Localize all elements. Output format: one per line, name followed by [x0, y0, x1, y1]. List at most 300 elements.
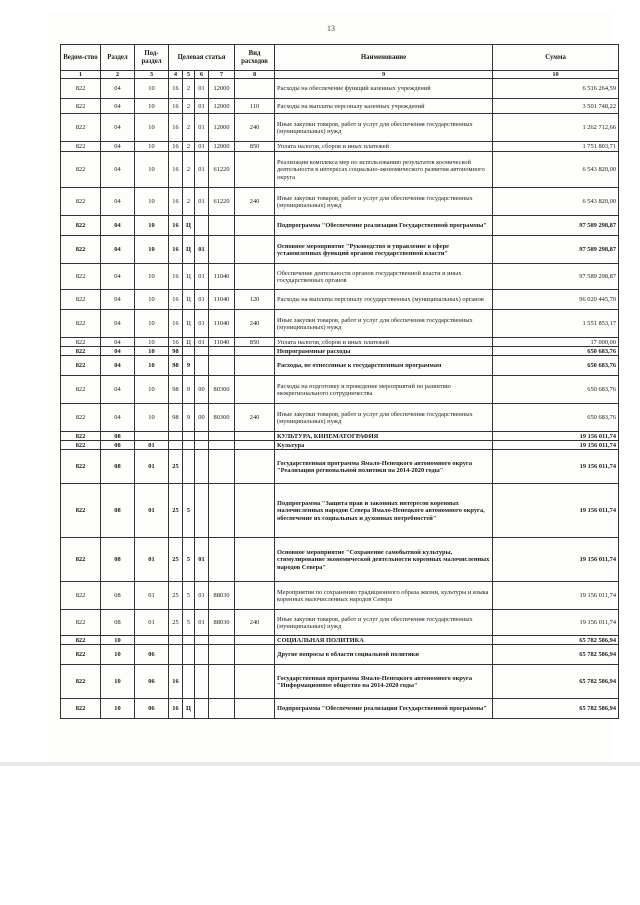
subprogram-cell: 5 — [183, 582, 195, 610]
table-row — [61, 356, 619, 376]
vid-cell — [235, 152, 275, 188]
name-cell: Непрограммные расходы — [275, 347, 493, 356]
podrazdel-cell: 01 — [135, 450, 169, 484]
vid-cell — [235, 582, 275, 610]
event-cell — [195, 216, 209, 236]
name-cell: Подпрограмма "Обеспечение реализации Государственной программы" — [275, 699, 493, 719]
vedomstvo-cell: 822 — [61, 636, 101, 645]
direction-cell — [209, 356, 235, 376]
vid-cell: 850 — [235, 142, 275, 152]
podrazdel-cell: 10 — [135, 99, 169, 114]
table-row — [61, 699, 619, 719]
podrazdel-cell: 10 — [135, 142, 169, 152]
direction-cell — [209, 636, 235, 645]
sum-cell: 19 156 011,74 — [493, 484, 619, 538]
sum-cell: 19 156 011,74 — [493, 538, 619, 582]
direction-cell: 80300 — [209, 376, 235, 404]
podrazdel-cell: 10 — [135, 152, 169, 188]
vid-cell: 240 — [235, 188, 275, 216]
table-row — [61, 188, 619, 216]
subprogram-cell: Ц — [183, 264, 195, 290]
vedomstvo-cell: 822 — [61, 236, 101, 264]
program-cell: 16 — [169, 188, 183, 216]
event-cell — [195, 441, 209, 450]
direction-cell — [209, 665, 235, 699]
index-cell: 7 — [209, 71, 235, 79]
direction-cell — [209, 432, 235, 441]
direction-cell: 88030 — [209, 582, 235, 610]
table-row — [61, 538, 619, 582]
subprogram-cell: Ц — [183, 699, 195, 719]
subprogram-cell: 9 — [183, 376, 195, 404]
razdel-cell: 04 — [101, 236, 135, 264]
index-cell: 1 — [61, 71, 101, 79]
subprogram-cell — [183, 645, 195, 665]
table-row — [61, 216, 619, 236]
sum-cell: 6 543 820,00 — [493, 188, 619, 216]
vedomstvo-cell: 822 — [61, 142, 101, 152]
podrazdel-cell: 10 — [135, 356, 169, 376]
podrazdel-cell: 10 — [135, 236, 169, 264]
podrazdel-cell — [135, 432, 169, 441]
program-cell: 16 — [169, 216, 183, 236]
name-cell: Подпрограмма "Обеспечение реализации Государственной программы" — [275, 216, 493, 236]
direction-cell: 61220 — [209, 188, 235, 216]
program-cell: 16 — [169, 152, 183, 188]
sum-cell: 97 589 298,87 — [493, 264, 619, 290]
razdel-cell: 04 — [101, 347, 135, 356]
vid-cell — [235, 236, 275, 264]
vid-cell — [235, 79, 275, 99]
name-cell: Государственная программа Ямало-Ненецкого автономного округа "Информационное общество на 2014-2020 годы" — [275, 665, 493, 699]
direction-cell: 12000 — [209, 79, 235, 99]
razdel-cell: 04 — [101, 376, 135, 404]
program-cell — [169, 645, 183, 665]
vid-cell — [235, 665, 275, 699]
table-row — [61, 636, 619, 645]
program-cell: 98 — [169, 356, 183, 376]
event-cell: 01 — [195, 79, 209, 99]
table-row — [61, 142, 619, 152]
direction-cell: 12000 — [209, 99, 235, 114]
name-cell: Иные закупки товаров, работ и услуг для обеспечения государственных (муниципальных) нужд — [275, 404, 493, 432]
program-cell — [169, 432, 183, 441]
subprogram-cell: Ц — [183, 236, 195, 264]
subprogram-cell: 5 — [183, 538, 195, 582]
vid-cell — [235, 645, 275, 665]
subprogram-cell: 2 — [183, 152, 195, 188]
header-razdel: Раздел — [101, 45, 135, 71]
direction-cell — [209, 645, 235, 665]
subprogram-cell: Ц — [183, 290, 195, 310]
direction-cell: 12000 — [209, 114, 235, 142]
sum-cell: 1 751 803,71 — [493, 142, 619, 152]
program-cell: 16 — [169, 665, 183, 699]
event-cell: 01 — [195, 152, 209, 188]
table-row — [61, 264, 619, 290]
vedomstvo-cell: 822 — [61, 665, 101, 699]
sum-cell: 19 156 011,74 — [493, 582, 619, 610]
name-cell: Уплата налогов, сборов и иных платежей — [275, 142, 493, 152]
vid-cell — [235, 699, 275, 719]
sum-cell: 6 516 264,59 — [493, 79, 619, 99]
program-cell: 16 — [169, 338, 183, 347]
program-cell — [169, 441, 183, 450]
sum-cell: 96 020 445,70 — [493, 290, 619, 310]
name-cell: Обеспечение деятельности органов государственной власти и иных государственных органов — [275, 264, 493, 290]
sum-cell: 19 156 011,74 — [493, 610, 619, 636]
vid-cell: 120 — [235, 290, 275, 310]
page-number: 13 — [327, 24, 335, 33]
index-cell: 8 — [235, 71, 275, 79]
vid-cell — [235, 484, 275, 538]
event-cell — [195, 636, 209, 645]
event-cell — [195, 450, 209, 484]
subprogram-cell: Ц — [183, 310, 195, 338]
table-row — [61, 665, 619, 699]
index-cell: 5 — [183, 71, 195, 79]
vid-cell — [235, 264, 275, 290]
table-row — [61, 432, 619, 441]
program-cell: 16 — [169, 142, 183, 152]
program-cell — [169, 636, 183, 645]
direction-cell: 61220 — [209, 152, 235, 188]
program-cell: 16 — [169, 236, 183, 264]
event-cell: 01 — [195, 538, 209, 582]
podrazdel-cell: 01 — [135, 610, 169, 636]
podrazdel-cell: 06 — [135, 645, 169, 665]
document-sheet — [48, 10, 617, 762]
name-cell: Иные закупки товаров, работ и услуг для обеспечения государственных (муниципальных) нужд — [275, 188, 493, 216]
program-cell: 25 — [169, 538, 183, 582]
razdel-cell: 10 — [101, 636, 135, 645]
sum-cell: 17 000,00 — [493, 338, 619, 347]
razdel-cell: 08 — [101, 432, 135, 441]
vedomstvo-cell: 822 — [61, 152, 101, 188]
vedomstvo-cell: 822 — [61, 699, 101, 719]
program-cell: 16 — [169, 310, 183, 338]
event-cell — [195, 432, 209, 441]
name-cell: Иные закупки товаров, работ и услуг для обеспечения государственных (муниципальных) нужд — [275, 114, 493, 142]
direction-cell: 11040 — [209, 310, 235, 338]
podrazdel-cell: 06 — [135, 665, 169, 699]
vedomstvo-cell: 822 — [61, 376, 101, 404]
header-row — [61, 45, 619, 71]
sum-cell: 65 782 586,94 — [493, 645, 619, 665]
direction-cell: 88030 — [209, 610, 235, 636]
table-body — [61, 79, 619, 719]
direction-cell: 12000 — [209, 142, 235, 152]
razdel-cell: 08 — [101, 538, 135, 582]
event-cell: 01 — [195, 188, 209, 216]
vedomstvo-cell: 822 — [61, 310, 101, 338]
event-cell: 01 — [195, 99, 209, 114]
razdel-cell: 04 — [101, 404, 135, 432]
program-cell: 16 — [169, 264, 183, 290]
vid-cell — [235, 347, 275, 356]
razdel-cell: 10 — [101, 645, 135, 665]
podrazdel-cell: 10 — [135, 404, 169, 432]
name-cell: СОЦИАЛЬНАЯ ПОЛИТИКА — [275, 636, 493, 645]
podrazdel-cell: 01 — [135, 441, 169, 450]
table-row — [61, 310, 619, 338]
program-cell: 98 — [169, 404, 183, 432]
sum-cell: 3 501 748,22 — [493, 99, 619, 114]
name-cell: Основное мероприятие "Сохранение самобытной культуры, стимулирование экономической деятельности коренных малочисленных народов Севера" — [275, 538, 493, 582]
subprogram-cell: 2 — [183, 79, 195, 99]
table-row — [61, 404, 619, 432]
index-cell: 3 — [135, 71, 169, 79]
name-cell: Расходы, не отнесенные к государственным программам — [275, 356, 493, 376]
vedomstvo-cell: 822 — [61, 441, 101, 450]
vedomstvo-cell: 822 — [61, 290, 101, 310]
header-sum: Сумма — [493, 45, 619, 71]
direction-cell: 11040 — [209, 264, 235, 290]
vedomstvo-cell: 822 — [61, 216, 101, 236]
sum-cell: 19 156 011,74 — [493, 432, 619, 441]
event-cell: 01 — [195, 114, 209, 142]
subprogram-cell — [183, 441, 195, 450]
vedomstvo-cell: 822 — [61, 610, 101, 636]
podrazdel-cell: 01 — [135, 582, 169, 610]
vid-cell — [235, 432, 275, 441]
program-cell: 16 — [169, 99, 183, 114]
scan-edge — [0, 762, 640, 766]
subprogram-cell: 2 — [183, 142, 195, 152]
podrazdel-cell: 01 — [135, 538, 169, 582]
sum-cell: 650 683,76 — [493, 376, 619, 404]
direction-cell — [209, 450, 235, 484]
podrazdel-cell: 10 — [135, 290, 169, 310]
vid-cell: 240 — [235, 114, 275, 142]
razdel-cell: 04 — [101, 152, 135, 188]
sum-cell: 650 683,76 — [493, 404, 619, 432]
vedomstvo-cell: 822 — [61, 99, 101, 114]
table-row — [61, 582, 619, 610]
subprogram-cell: 2 — [183, 188, 195, 216]
event-cell: 00 — [195, 404, 209, 432]
program-cell: 98 — [169, 376, 183, 404]
table-row — [61, 376, 619, 404]
index-cell: 9 — [275, 71, 493, 79]
table-row — [61, 236, 619, 264]
subprogram-cell: 5 — [183, 484, 195, 538]
program-cell: 25 — [169, 610, 183, 636]
table-row — [61, 114, 619, 142]
index-row — [61, 71, 619, 79]
vedomstvo-cell: 822 — [61, 582, 101, 610]
razdel-cell: 04 — [101, 188, 135, 216]
event-cell: 00 — [195, 376, 209, 404]
event-cell — [195, 484, 209, 538]
vedomstvo-cell: 822 — [61, 338, 101, 347]
direction-cell — [209, 347, 235, 356]
vedomstvo-cell: 822 — [61, 188, 101, 216]
table-row — [61, 99, 619, 114]
name-cell: Культура — [275, 441, 493, 450]
vedomstvo-cell: 822 — [61, 538, 101, 582]
name-cell: Мероприятия по сохранению традиционного образа жизни, культуры и языка коренных малочисленных народов Севера — [275, 582, 493, 610]
vid-cell: 240 — [235, 404, 275, 432]
vid-cell — [235, 538, 275, 582]
table-row — [61, 645, 619, 665]
vid-cell — [235, 216, 275, 236]
header-vid: Вид расходов — [235, 45, 275, 71]
podrazdel-cell: 06 — [135, 699, 169, 719]
vedomstvo-cell: 822 — [61, 404, 101, 432]
subprogram-cell — [183, 450, 195, 484]
podrazdel-cell: 10 — [135, 114, 169, 142]
vedomstvo-cell: 822 — [61, 347, 101, 356]
header-celevaya: Целевая статья — [169, 45, 235, 71]
name-cell: Подпрограмма "Защита прав и законных интересов коренных малочисленных народов Севера Ямало-Ненецкого автономного округа, обеспечение их социальных и духовных потребностей" — [275, 484, 493, 538]
vedomstvo-cell: 822 — [61, 432, 101, 441]
table-row — [61, 338, 619, 347]
razdel-cell: 08 — [101, 610, 135, 636]
subprogram-cell — [183, 432, 195, 441]
name-cell: Государственная программа Ямало-Ненецкого автономного округа "Реализация региональной политики на 2014-2020 годы" — [275, 450, 493, 484]
table-row — [61, 484, 619, 538]
name-cell: Расходы на подготовку и проведение мероприятий по развитию межрегионального сотрудничества — [275, 376, 493, 404]
program-cell: 98 — [169, 347, 183, 356]
program-cell: 16 — [169, 114, 183, 142]
event-cell — [195, 699, 209, 719]
direction-cell — [209, 216, 235, 236]
razdel-cell: 04 — [101, 338, 135, 347]
index-cell: 6 — [195, 71, 209, 79]
name-cell: КУЛЬТУРА, КИНЕМАТОГРАФИЯ — [275, 432, 493, 441]
subprogram-cell — [183, 636, 195, 645]
index-cell: 4 — [169, 71, 183, 79]
event-cell — [195, 356, 209, 376]
vid-cell — [235, 441, 275, 450]
subprogram-cell: 2 — [183, 99, 195, 114]
razdel-cell: 08 — [101, 441, 135, 450]
sum-cell: 19 156 011,74 — [493, 441, 619, 450]
table-row — [61, 441, 619, 450]
event-cell: 01 — [195, 264, 209, 290]
header-name: Наименование — [275, 45, 493, 71]
program-cell: 25 — [169, 582, 183, 610]
event-cell: 01 — [195, 310, 209, 338]
podrazdel-cell: 10 — [135, 79, 169, 99]
vedomstvo-cell: 822 — [61, 450, 101, 484]
name-cell: Иные закупки товаров, работ и услуг для обеспечения государственных (муниципальных) нужд — [275, 310, 493, 338]
sum-cell: 65 782 586,94 — [493, 699, 619, 719]
vedomstvo-cell: 822 — [61, 484, 101, 538]
podrazdel-cell: 10 — [135, 338, 169, 347]
razdel-cell: 04 — [101, 79, 135, 99]
razdel-cell: 04 — [101, 310, 135, 338]
table-row — [61, 152, 619, 188]
direction-cell — [209, 538, 235, 582]
subprogram-cell: 9 — [183, 404, 195, 432]
podrazdel-cell — [135, 636, 169, 645]
razdel-cell: 08 — [101, 450, 135, 484]
podrazdel-cell: 10 — [135, 264, 169, 290]
event-cell — [195, 665, 209, 699]
razdel-cell: 10 — [101, 699, 135, 719]
name-cell: Уплата налогов, сборов и иных платежей — [275, 338, 493, 347]
sum-cell: 65 782 586,94 — [493, 636, 619, 645]
direction-cell: 11040 — [209, 338, 235, 347]
subprogram-cell: 9 — [183, 356, 195, 376]
name-cell: Расходы на обеспечение функций казенных учреждений — [275, 79, 493, 99]
vedomstvo-cell: 822 — [61, 356, 101, 376]
program-cell: 25 — [169, 450, 183, 484]
razdel-cell: 10 — [101, 665, 135, 699]
sum-cell: 65 782 586,94 — [493, 665, 619, 699]
header-vedomstvo: Ведом-ство — [61, 45, 101, 71]
podrazdel-cell: 10 — [135, 310, 169, 338]
podrazdel-cell: 10 — [135, 216, 169, 236]
table-row — [61, 450, 619, 484]
vid-cell — [235, 450, 275, 484]
index-cell: 2 — [101, 71, 135, 79]
sum-cell: 1 262 712,66 — [493, 114, 619, 142]
subprogram-cell — [183, 665, 195, 699]
subprogram-cell: Ц — [183, 216, 195, 236]
direction-cell — [209, 484, 235, 538]
vedomstvo-cell: 822 — [61, 79, 101, 99]
vid-cell: 240 — [235, 610, 275, 636]
event-cell: 01 — [195, 236, 209, 264]
sum-cell: 650 683,76 — [493, 356, 619, 376]
event-cell: 01 — [195, 142, 209, 152]
podrazdel-cell: 10 — [135, 188, 169, 216]
podrazdel-cell: 10 — [135, 347, 169, 356]
header-podrazdel: Под-раздел — [135, 45, 169, 71]
razdel-cell: 04 — [101, 114, 135, 142]
razdel-cell: 08 — [101, 582, 135, 610]
direction-cell — [209, 236, 235, 264]
podrazdel-cell: 01 — [135, 484, 169, 538]
name-cell: Другие вопросы в области социальной политики — [275, 645, 493, 665]
event-cell: 01 — [195, 582, 209, 610]
event-cell: 01 — [195, 338, 209, 347]
event-cell: 01 — [195, 290, 209, 310]
event-cell: 01 — [195, 610, 209, 636]
name-cell: Основное мероприятие "Руководство и управление в сфере установленных функций органов государственной власти" — [275, 236, 493, 264]
razdel-cell: 04 — [101, 216, 135, 236]
vid-cell — [235, 636, 275, 645]
razdel-cell: 04 — [101, 264, 135, 290]
index-cell: 10 — [493, 71, 619, 79]
event-cell — [195, 645, 209, 665]
sum-cell: 1 551 853,17 — [493, 310, 619, 338]
razdel-cell: 04 — [101, 290, 135, 310]
vedomstvo-cell: 822 — [61, 264, 101, 290]
table-row — [61, 347, 619, 356]
budget-table — [60, 44, 619, 719]
table-row — [61, 290, 619, 310]
podrazdel-cell: 10 — [135, 376, 169, 404]
razdel-cell: 04 — [101, 356, 135, 376]
sum-cell: 97 589 298,87 — [493, 216, 619, 236]
program-cell: 16 — [169, 79, 183, 99]
vid-cell: 110 — [235, 99, 275, 114]
sum-cell: 19 156 011,74 — [493, 450, 619, 484]
subprogram-cell: Ц — [183, 338, 195, 347]
direction-cell: 80300 — [209, 404, 235, 432]
direction-cell — [209, 699, 235, 719]
subprogram-cell: 2 — [183, 114, 195, 142]
name-cell: Расходы на выплаты персоналу казенных учреждений — [275, 99, 493, 114]
vid-cell — [235, 376, 275, 404]
vid-cell: 240 — [235, 310, 275, 338]
razdel-cell: 04 — [101, 99, 135, 114]
sum-cell: 97 589 298,87 — [493, 236, 619, 264]
